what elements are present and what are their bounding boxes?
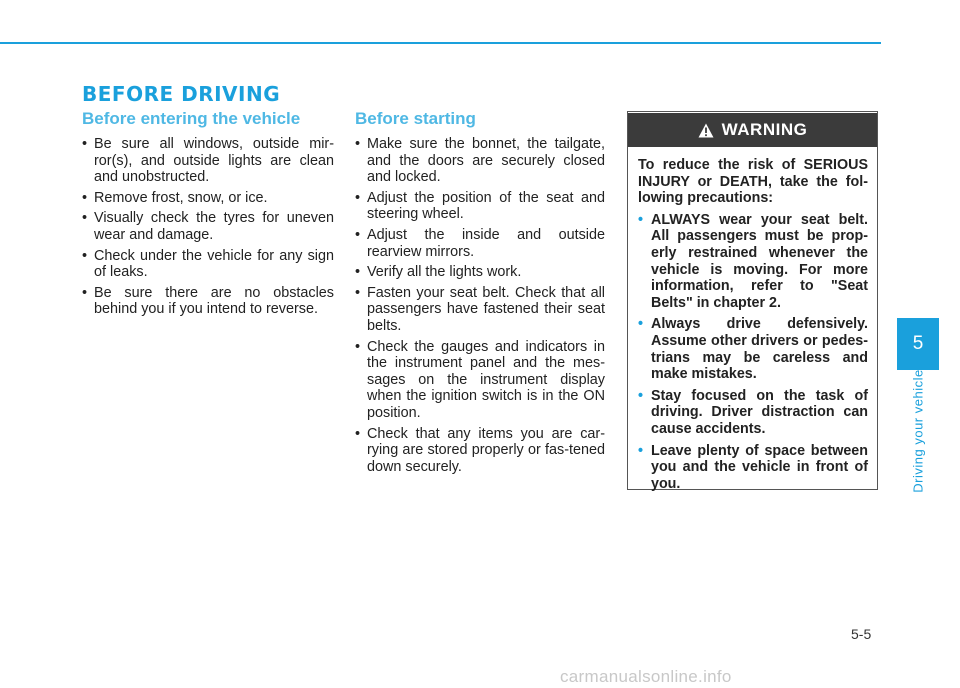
header-rule (0, 42, 881, 44)
list-item: • Verify all the lights work. (355, 264, 605, 281)
warning-item: • Stay focused on the task of driving. Driver distraction can cause accidents. (638, 388, 868, 438)
list-item: • Adjust the position of the seat and steering wheel. (355, 190, 605, 223)
warning-header (628, 113, 877, 147)
list-item: • Fasten your seat belt. Check that all passengers have fastened their seat belts. (355, 285, 605, 335)
warning-box (627, 111, 878, 490)
list-item: • Make sure the bonnet, the tailgate, and the doors are securely closed and locked. (355, 136, 605, 186)
before-entering-heading: Before entering the vehicle (82, 109, 301, 128)
section-title: BEFORE DRIVING (82, 82, 281, 106)
warning-triangle-icon (698, 123, 714, 138)
middle-column (355, 108, 605, 479)
warning-body (628, 147, 877, 492)
warning-intro: To reduce the risk of SERIOUS INJURY or DEATH, take the fol-lowing precautions: (638, 157, 868, 207)
warning-item: • ALWAYS wear your seat belt. All passengers must be prop-erly restrained whenever the vehicle is moving. For more information, refer to "Seat Belts" in chapter 2. (638, 212, 868, 312)
warning-item: • Leave plenty of space between you and the vehicle in front of you. (638, 443, 868, 493)
list-item: • Be sure there are no obstacles behind you if you intend to reverse. (82, 285, 334, 318)
list-item: • Remove frost, snow, or ice. (82, 190, 334, 207)
left-column (82, 108, 334, 322)
list-item: • Check the gauges and indicators in the instrument panel and the mes-sages on the instrument display when the ignition switch is in the ON position. (355, 339, 605, 422)
page-number: 5-5 (851, 626, 872, 642)
list-item: • Adjust the inside and outside rearview mirrors. (355, 227, 605, 260)
list-item: • Check that any items you are car-rying are stored properly or fas-tened down securely. (355, 426, 605, 476)
warning-title: WARNING (721, 120, 808, 139)
before-starting-list (355, 136, 605, 475)
chapter-number-tab: 5 (897, 318, 939, 370)
list-item: • Check under the vehicle for any sign of leaks. (82, 248, 334, 281)
list-item: • Visually check the tyres for uneven wear and damage. (82, 210, 334, 243)
before-starting-heading: Before starting (355, 109, 476, 128)
list-item: • Be sure all windows, outside mir-ror(s), and outside lights are clean and unobstructed. (82, 136, 334, 186)
watermark: carmanualsonline.info (560, 667, 732, 686)
chapter-label: Driving your vehicle (910, 369, 926, 493)
warning-item: • Always drive defensively. Assume other drivers or pedes-trians may be careless and make mistakes. (638, 316, 868, 382)
before-entering-list (82, 136, 334, 318)
warning-list (638, 212, 868, 493)
